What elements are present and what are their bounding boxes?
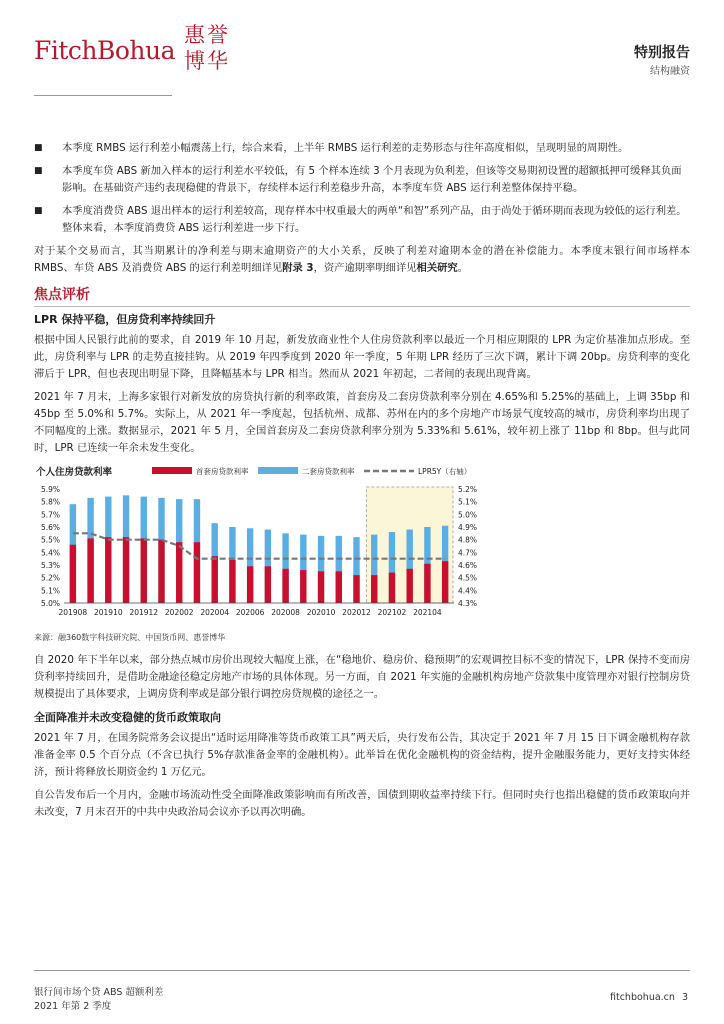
x-tick-label: 202008 (271, 608, 300, 617)
bar-first-home (194, 542, 200, 603)
page-number: 3 (682, 992, 689, 1003)
y2-tick-label: 4.8% (458, 535, 478, 545)
bar-first-home (336, 571, 342, 603)
bullet-icon: ■ (34, 166, 43, 176)
footer-period: 2021 年第 2 季度 (34, 1001, 112, 1012)
y2-tick-label: 5.2% (458, 485, 478, 494)
logo-wordmark: FitchBohua (34, 36, 176, 65)
summary-bullets (34, 140, 690, 237)
bullet-item (34, 203, 690, 237)
y-tick-label: 5.8% (40, 497, 60, 507)
bar-first-home (442, 561, 448, 603)
bar-first-home (265, 566, 271, 603)
paragraph: 自 2020 年下半年以来，部分热点城市房价出现较大幅度上涨，在“稳地价、稳房价、稳预期”的宏观调控目标不变的情况下，LPR 保持不变而房贷利率持续回升，是借助金融途径稳定房地产市场的具体体现。另一方面，自 2021 年实施的金融机构房地产贷款集中度管理亦对银行控制房贷规模提出了具体要求，上调房贷利率或是部分银行调控房贷规模的途径之一。 (34, 654, 690, 700)
x-tick-label: 202010 (306, 608, 336, 617)
bullet-text: 本季度车贷 ABS 新加入样本的运行利差水平较低，有 5 个样本连续 3 个月表现为负利差，但该等交易期初设置的超额抵押可缓释其负面影响。在基础资产违约表现稳健的背景下，存续样本运行利差稳步升高，本季度车贷 ABS 运行利差整体保持平稳。 (62, 165, 682, 194)
y2-tick-label: 4.3% (458, 599, 478, 608)
bar-first-home (87, 538, 93, 603)
legend-label-first-home: 首套房贷款利率 (196, 467, 249, 476)
bar-first-home (247, 566, 253, 603)
y-tick-label: 5.9% (40, 485, 60, 494)
bar-first-home (158, 540, 164, 603)
bar-first-home (105, 537, 111, 603)
subsection-heading-rrr: 全面降准并未改变稳健的货币政策取向 (34, 711, 221, 724)
bullet-item (34, 163, 690, 197)
header-divider (34, 95, 172, 96)
bullet-text: 本季度消费贷 ABS 退出样本的运行利差较高，现存样本中权重最大的两单“和智”系列产品，由于尚处于循环期而表现为较低的运行利差。整体来看，本季度消费贷 ABS 运行利差进一步下行。 (62, 205, 687, 234)
x-tick-label: 201908 (58, 608, 88, 617)
y-tick-label: 5.1% (40, 586, 60, 596)
report-category: 结构融资 (650, 66, 690, 77)
legend-swatch-second-home (258, 467, 298, 474)
report-type: 特别报告 (634, 45, 690, 61)
related-research-link[interactable]: 相关研究 (416, 262, 458, 274)
y2-tick-label: 4.6% (458, 561, 478, 570)
bar-first-home (70, 545, 76, 603)
y2-tick-label: 4.7% (458, 548, 478, 558)
y-tick-label: 5.0% (40, 599, 60, 608)
y-tick-label: 5.5% (40, 535, 60, 545)
mortgage-rate-chart (34, 463, 494, 627)
y-tick-label: 5.4% (40, 548, 60, 558)
bar-first-home (123, 537, 129, 603)
paragraph: 根据中国人民银行此前的要求，自 2019 年 10 月起，新发放商业性个人住房贷款利率以最近一个月相应期限的 LPR 为定价基准加点形成。至此，房贷利率与 LPR 的走势直接挂钩。从 2019 年四季度到 2020 年一季度，5 年期 LPR 经历了三次下调，累计下调 20bp。房贷利率的变化滞后于 LPR，但也表现出明显下降，且降幅基本与 LPR 相当。然而从 2021 年初起，二者间的表现出现背离。 (34, 334, 690, 380)
chart-source: 来源：融360数字科技研究院、中国货币网、惠誉博华 (34, 633, 226, 642)
bar-first-home (141, 538, 147, 603)
bar-first-home (371, 575, 377, 603)
main-content (34, 140, 690, 827)
bar-first-home (300, 570, 306, 603)
bullet-item (34, 140, 690, 157)
bullet-text: 本季度 RMBS 运行利差小幅震荡上行，综合来看，上半年 RMBS 运行利差的走势形态与往年高度相似，呈现明显的周期性。 (62, 142, 629, 154)
x-tick-label: 202102 (377, 608, 407, 617)
y-tick-label: 5.7% (40, 510, 60, 520)
y2-tick-label: 5.0% (458, 510, 478, 520)
y2-tick-label: 4.5% (458, 573, 478, 583)
x-tick-label: 202002 (164, 608, 194, 617)
bullet-icon: ■ (34, 143, 43, 153)
bullet-icon: ■ (34, 206, 43, 216)
footer-divider (34, 970, 690, 971)
paragraph: 2021 年 7 月末，上海多家银行对新发放的房贷执行新的利率政策，首套房及二套房贷款利率分别在 4.65%和 5.25%的基础上，上调 35bp 和 45bp 至 5.0%和 5.7%。实际上，从 2021 年一季度起，包括杭州、成都、苏州在内的多个房地产市场景气度较高的城市，房贷利率均出现了不同幅度的上涨。数据显示，2021 年 5 月，全国首套房及二套房贷款利率分别为 5.33%和 5.61%，较年初上涨了 11bp 和 8bp。但与此同时，LPR 已连续一年余未发生变化。 (34, 391, 690, 454)
bar-first-home (353, 575, 359, 603)
bar-first-home (229, 560, 235, 603)
y-tick-label: 5.3% (40, 561, 60, 570)
y-tick-label: 5.2% (40, 573, 60, 583)
x-tick-label: 202012 (342, 608, 371, 617)
bar-first-home (211, 556, 217, 603)
y2-tick-label: 4.9% (458, 523, 478, 532)
paragraph: 自公告发布后一个月内，金融市场流动性受全面降准政策影响而有所改善，国债到期收益率持续下行。但同时央行也指出稳健的货币政策取向并未改变，7 月末召开的中共中央政治局会议亦予以再次明确。 (34, 789, 690, 818)
bar-first-home (424, 564, 430, 603)
y2-tick-label: 5.1% (458, 497, 478, 507)
legend-swatch-first-home (152, 467, 192, 474)
bar-first-home (406, 569, 412, 603)
bar-first-home (282, 569, 288, 603)
y2-tick-label: 4.4% (458, 586, 478, 596)
x-tick-label: 202006 (235, 608, 265, 617)
x-tick-label: 201912 (129, 608, 159, 617)
legend-label-second-home: 二套房贷款利率 (302, 467, 355, 476)
legend-label-lpr: LPR5Y（右轴） (418, 467, 472, 476)
x-tick-label: 202004 (200, 608, 230, 617)
chart-canvas (34, 463, 494, 627)
bar-first-home (176, 542, 182, 603)
section-title: 焦点评析 (34, 287, 690, 307)
x-tick-label: 201910 (93, 608, 123, 617)
y-tick-label: 5.6% (40, 523, 60, 532)
subsection-heading-lpr: LPR 保持平稳，但房贷利率持续回升 (34, 313, 216, 326)
paragraph: 2021 年 7 月，在国务院常务会议提出“适时运用降准等货币政策工具”两天后，央行发布公告，其决定于 2021 年 7 月 15 日下调金融机构存款准备金率 0.5 个百分点（不含已执行 5%存款准备金率的金融机构）。此举旨在优化金融机构的资金结构，提升金融服务能力，更好支持实体经济，预计将释放长期资金约 1 万亿元。 (34, 732, 690, 778)
appendix-link[interactable]: 附录 3 (282, 262, 314, 274)
footer-website-link[interactable]: fitchbohua.cn (610, 992, 675, 1003)
x-tick-label: 202104 (413, 608, 442, 617)
chart-title: 个人住房贷款利率 (36, 467, 113, 478)
footer-report-name: 银行间市场个贷 ABS 超额利差 (34, 987, 164, 998)
summary-paragraph: 对于某个交易而言，其当期累计的净利差与期末逾期资产的大小关系，反映了利差对逾期本金的潜在补偿能力。本季度末银行间市场样本 RMBS、车贷 ABS 及消费贷 ABS 的运行利差明细详见附录 3，资产逾期率明细详见相关研究。 (34, 245, 690, 274)
logo-chinese-seal: 惠誉博华 (184, 23, 230, 73)
bar-first-home (389, 573, 395, 603)
bar-first-home (318, 571, 324, 603)
